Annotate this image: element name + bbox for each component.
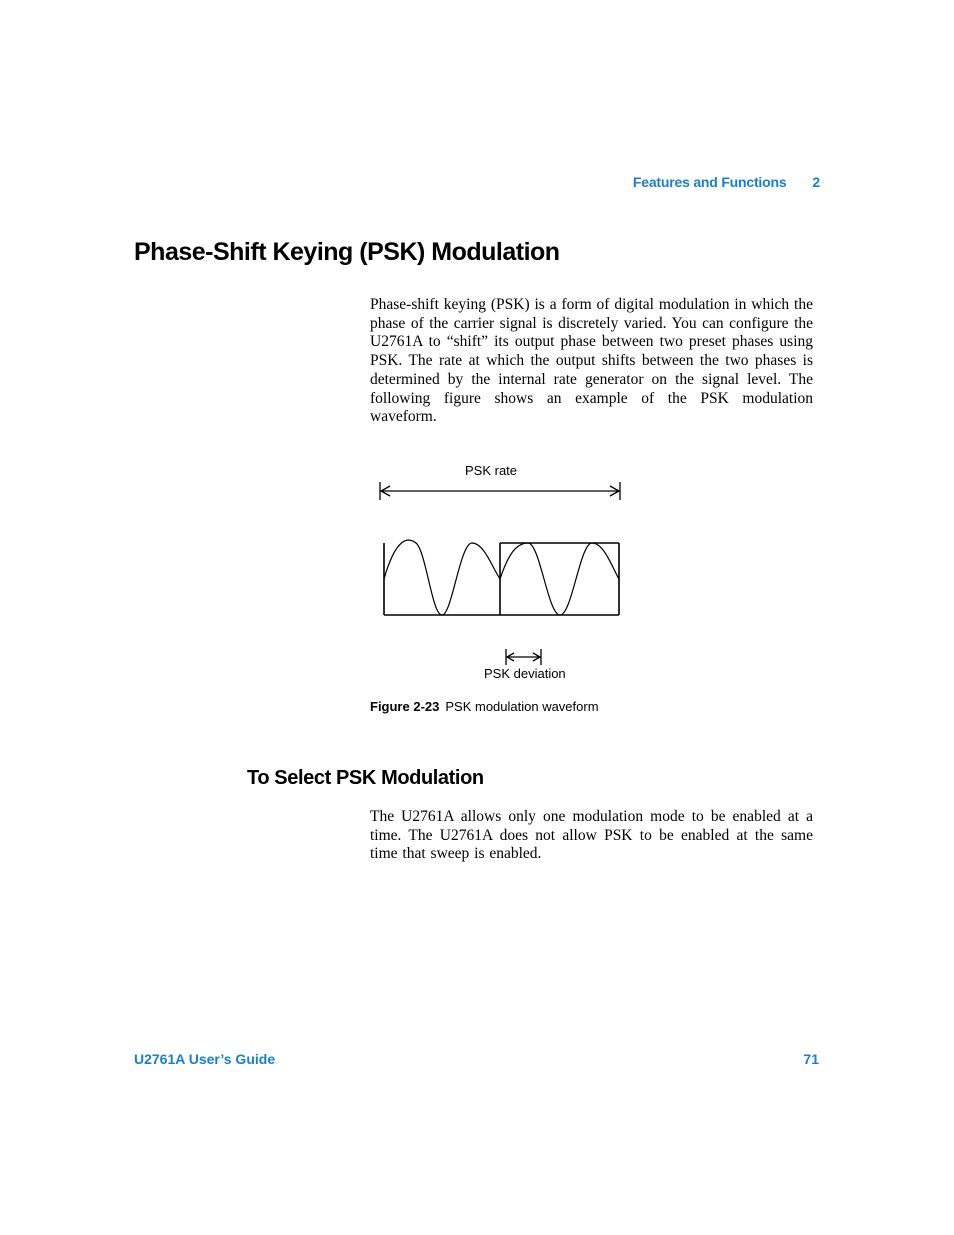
figure-caption — [370, 699, 599, 714]
psk-deviation-arrow — [506, 649, 541, 665]
footer-page-number: 71 — [803, 1051, 819, 1067]
header-chapter-number: 2 — [812, 174, 820, 190]
waveform-segment-1 — [384, 540, 500, 615]
psk-waveform-diagram — [370, 455, 640, 695]
running-header — [633, 174, 820, 190]
header-section-title: Features and Functions — [632, 174, 787, 190]
figure-caption-number: Figure 2-23 — [370, 699, 440, 714]
running-footer — [134, 1051, 819, 1067]
psk-rate-label: PSK rate — [465, 463, 518, 478]
section-title: Phase-Shift Keying (PSK) Modulation — [134, 238, 560, 266]
section-paragraph: Phase-shift keying (PSK) is a form of digital modulation in which the phase of the carrier signal is discretely varied. You can configure the U2761A to “shift” its output phase between two preset phases using PSK. The rate at which the output shifts between the two phases is determined by the internal rate generator on the signal level. The following figure shows an example of the PSK modulation waveform. — [370, 296, 813, 426]
psk-rate-arrow — [380, 482, 620, 500]
subsection-title: To Select PSK Modulation — [247, 767, 484, 789]
psk-deviation-label: PSK deviation — [484, 666, 566, 681]
psk-waveform-figure — [370, 455, 640, 695]
subsection-paragraph: The U2761A allows only one modulation mode to be enabled at a time. The U2761A does not allow PSK to be enabled at the same time that sweep is enabled. — [370, 808, 813, 863]
footer-guide-title: U2761A User’s Guide — [134, 1051, 276, 1067]
figure-caption-text: PSK modulation waveform — [445, 699, 599, 714]
waveform-segment-2 — [500, 543, 619, 615]
